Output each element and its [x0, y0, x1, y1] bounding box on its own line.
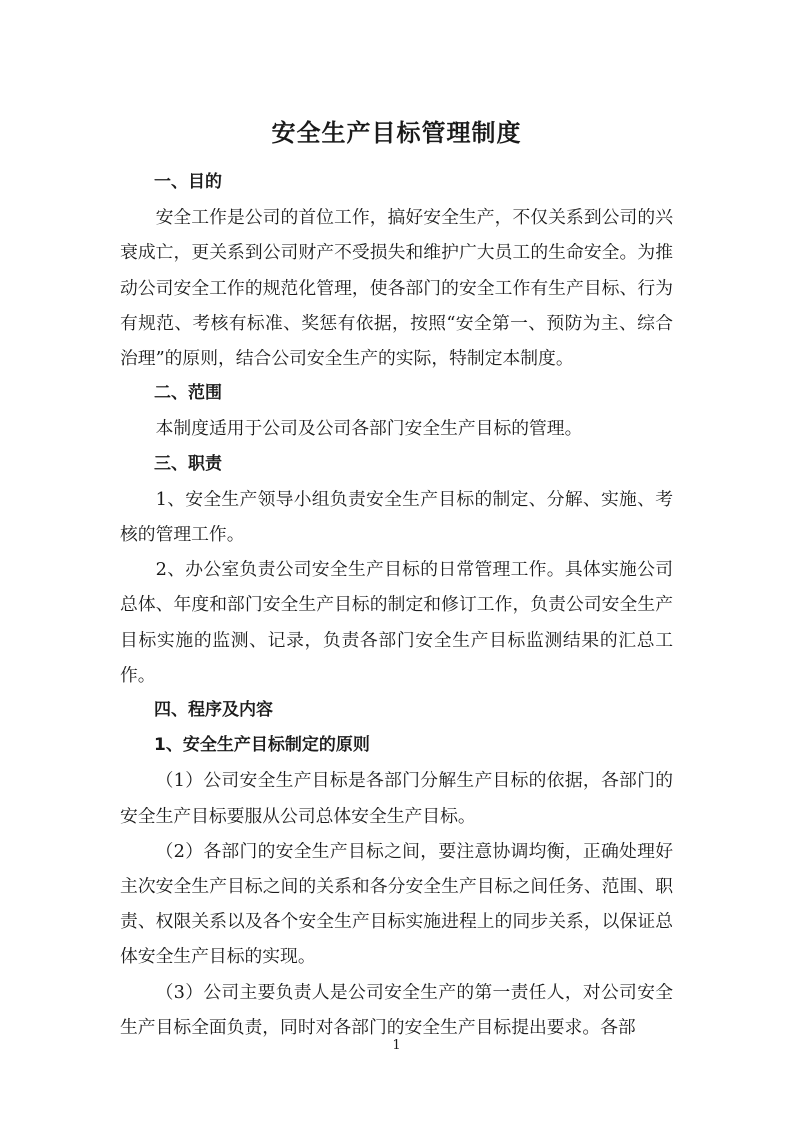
- section-heading-duties: 三、职责: [154, 453, 222, 474]
- subsection-heading-principles: 1、安全生产目标制定的原则: [154, 735, 370, 756]
- section-heading-procedure: 四、程序及内容: [154, 700, 273, 721]
- section-heading-scope: 二、范围: [154, 383, 222, 404]
- page-number: 1: [392, 1038, 401, 1053]
- document-body: [120, 165, 673, 1045]
- paragraph-duty-1: 1、安全生产领导小组负责安全生产目标的制定、分解、实施、考核的管理工作。: [120, 488, 673, 546]
- paragraph-purpose: 安全工作是公司的首位工作，搞好安全生产，不仅关系到公司的兴衰成亡，更关系到公司财产不受损失和维护广大员工的生命安全。为推动公司安全工作的规范化管理，使各部门的安全工作有生产目标、行为有规范、考核有标准、奖惩有依据，按照“安全第一、预防为主、综合治理”的原则，结合公司安全生产的实际，特制定本制度。: [120, 207, 673, 370]
- paragraph-scope: 本制度适用于公司及公司各部门安全生产目标的管理。: [155, 418, 583, 440]
- paragraph-duty-2: 2、办公室负责公司安全生产目标的日常管理工作。具体实施公司总体、年度和部门安全生产目标的制定和修订工作，负责公司安全生产目标实施的监测、记录，负责各部门安全生产目标监测结果的汇总工作。: [120, 559, 673, 686]
- section-heading-purpose: 一、目的: [154, 172, 222, 192]
- paragraph-principle-1: （1）公司安全生产目标是各部门分解生产目标的依据，各部门的安全生产目标要服从公司总体安全生产目标。: [120, 770, 673, 827]
- page-title: 安全生产目标管理制度: [271, 119, 522, 147]
- paragraph-principle-3: （3）公司主要负责人是公司安全生产的第一责任人，对公司安全生产目标全面负责，同时对各部门的安全生产目标提出要求。各部: [120, 981, 673, 1038]
- paragraph-principle-2: （2）各部门的安全生产目标之间，要注意协调均衡，正确处理好主次安全生产目标之间的关系和各分安全生产目标之间任务、范围、职责、权限关系以及各个安全生产目标实施进程上的同步关系，以保证总体安全生产目标的实现。: [120, 840, 673, 968]
